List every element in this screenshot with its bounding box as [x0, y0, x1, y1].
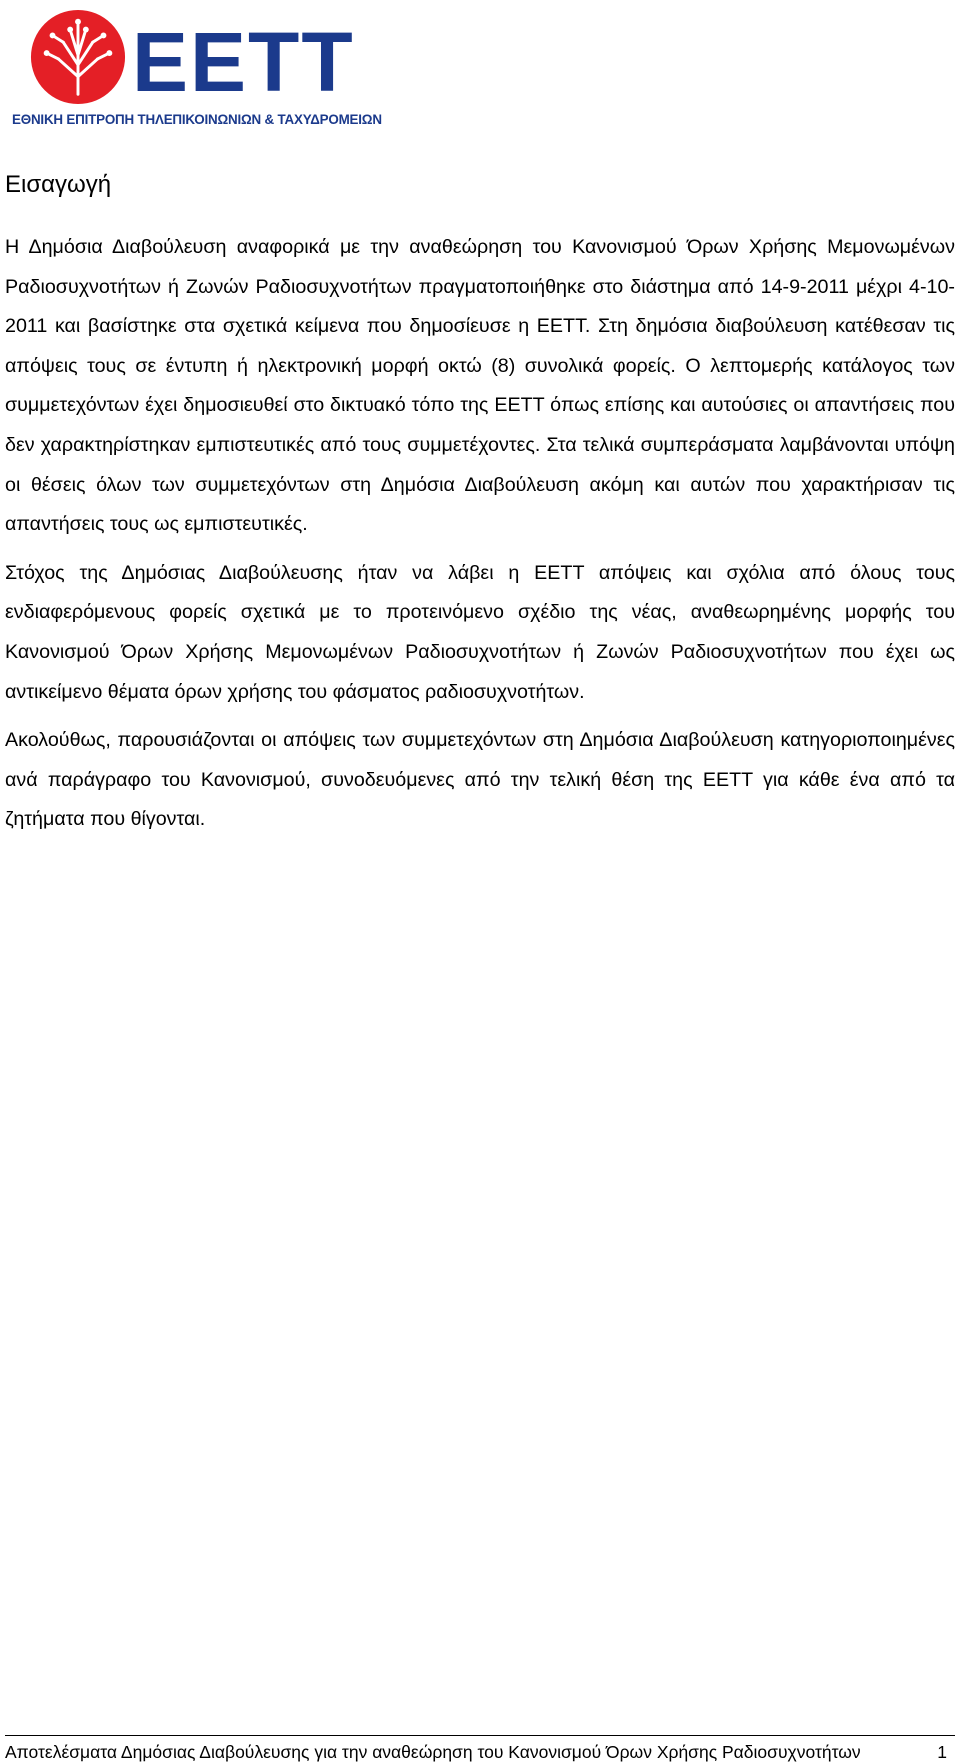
logo-subtitle: ΕΘΝΙΚΗ ΕΠΙΤΡΟΠΗ ΤΗΛΕΠΙΚΟΙΝΩΝΙΩΝ & ΤΑΧΥΔΡΟΜΕΙΩΝ [12, 112, 382, 127]
logo-wordmark: EETT [132, 15, 355, 109]
page-number: 1 [937, 1742, 947, 1762]
paragraph-intro: Η Δημόσια Διαβούλευση αναφορικά με την αναθεώρηση του Κανονισμού Όρων Χρήσης Μεμονωμένων Ραδιοσυχνοτήτων ή Ζωνών Ραδιοσυχνοτήτων πραγματοποιήθηκε στο διάστημα από 14-9-2011 μέχρι 4-10-2011 και βασίστηκε στα σχετικά κείμενα που δημοσίευσε η ΕΕΤΤ. Στη δημόσια διαβούλευση κατέθεσαν τις απόψεις τους σε έντυπη ή ηλεκτρονική μορφή οκτώ (8) συνολικά φορείς. Ο λεπτομερής κατάλογος των συμμετεχόντων έχει δημοσιευθεί στο δικτυακό τόπο της ΕΕΤΤ όπως επίσης και αυτούσιες οι απαντήσεις που δεν χαρακτηρίστηκαν εμπιστευτικές από τους συμμετέχοντες. Στα τελικά συμπεράσματα λαμβάνονται υπόψη οι θέσεις όλων των συμμετεχόντων στη Δημόσια Διαβούλευση ακόμη και αυτών που χαρακτήρισαν τις απαντήσεις τους ως εμπιστευτικές. [5, 236, 955, 536]
paragraph-followup: Ακολούθως, παρουσιάζονται οι απόψεις των συμμετεχόντων στη Δημόσια Διαβούλευση κατηγοριοποιημένες ανά παράγραφο του Κανονισμού, συνοδευόμενες από την τελική θέση της ΕΕΤΤ για κάθε ένα από τα ζητήματα που θίγονται. [5, 729, 955, 831]
section-title: Εισαγωγή [5, 171, 112, 198]
page-footer [5, 1735, 955, 1763]
document-body [5, 170, 955, 849]
tree-emblem-icon [29, 8, 127, 106]
paragraph-objective: Στόχος της Δημόσιας Διαβούλευσης ήταν να λάβει η ΕΕΤΤ απόψεις και σχόλια από όλους τους ενδιαφερόμενους φορείς σχετικά με το προτεινόμενο σχέδιο της νέας, αναθεωρημένης μορφής του Κανονισμού Όρων Χρήσης Μεμονωμένων Ραδιοσυχνοτήτων ή Ζωνών Ραδιοσυχνοτήτων που έχει ως αντικείμενο θέματα όρων χρήσης του φάσματος ραδιοσυχνοτήτων. [5, 561, 955, 703]
eett-logo [12, 8, 382, 130]
footer-document-title: Αποτελέσματα Δημόσιας Διαβούλευσης για την αναθεώρηση του Κανονισμού Όρων Χρήσης Ραδιοσυχνοτήτων [5, 1742, 861, 1762]
